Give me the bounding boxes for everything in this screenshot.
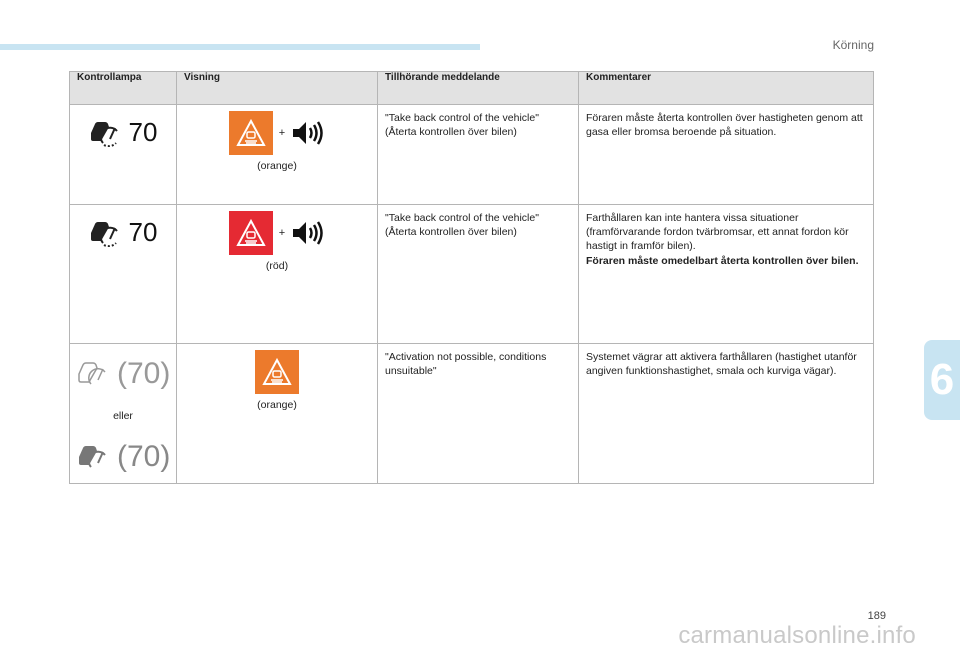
speed-value: (70)	[117, 439, 171, 473]
orange-warning-display	[255, 350, 299, 394]
road-car-warning-icon	[235, 117, 267, 149]
column-header-kontrollampa: Kontrollampa	[70, 72, 177, 105]
comment-cell	[579, 205, 874, 344]
comment-text: Farthållaren kan inte hantera vissa situationer (framförvarande fordon tvärbromsar, ett annat fordon kör hastigt in framför bilen).	[586, 212, 849, 253]
message-cell: "Take back control of the vehicle" (Återta kontrollen över bilen)	[378, 205, 579, 344]
warning-lamp-table	[69, 71, 874, 484]
comment-cell: Systemet vägrar att aktivera farthållaren (hastighet utanför angiven funktionshastighet, smala och kurviga vägar).	[579, 344, 874, 484]
speed-value: 70	[128, 117, 158, 147]
table-row	[70, 105, 874, 205]
sound-signal-icon	[291, 119, 325, 147]
speed-value: (70)	[117, 357, 171, 390]
display-color-caption: (röd)	[265, 260, 289, 272]
road-car-warning-icon	[235, 217, 267, 249]
column-header-meddelande: Tillhörande meddelande	[378, 72, 579, 105]
table-header-row	[70, 72, 874, 105]
visning-cell	[177, 105, 378, 205]
plus-sign: +	[278, 226, 286, 239]
red-warning-display	[229, 211, 273, 255]
table-row	[70, 344, 874, 484]
lamp-cell	[70, 205, 177, 344]
cruise-control-lamp	[89, 115, 158, 150]
header-accent-bar	[0, 44, 480, 50]
car-speedometer-icon	[89, 119, 119, 147]
visning-cell	[177, 344, 378, 484]
visning-cell	[177, 205, 378, 344]
table-row	[70, 205, 874, 344]
chapter-tab: 6	[924, 340, 960, 420]
cruise-control-lamp-outline	[77, 354, 170, 395]
column-header-visning: Visning	[177, 72, 378, 105]
cruise-control-lamp	[89, 215, 158, 250]
cruise-control-lamp-alt	[77, 437, 170, 478]
lamp-cell	[70, 105, 177, 205]
message-cell: "Take back control of the vehicle" (Återta kontrollen över bilen)	[378, 105, 579, 205]
message-cell: "Activation not possible, conditions unsuitable"	[378, 344, 579, 484]
column-header-kommentarer: Kommentarer	[579, 72, 874, 105]
lamp-cell	[70, 344, 177, 484]
car-speedometer-icon	[89, 219, 119, 247]
or-label: eller	[113, 409, 133, 422]
car-speedometer-outline-icon	[77, 360, 107, 388]
display-color-caption: (orange)	[257, 399, 297, 411]
display-color-caption: (orange)	[257, 160, 297, 172]
orange-warning-display	[229, 111, 273, 155]
road-car-warning-icon	[261, 356, 293, 388]
plus-sign: +	[278, 126, 286, 139]
sound-signal-icon	[291, 219, 325, 247]
section-title: Körning	[832, 38, 874, 52]
car-speedometer-icon	[77, 443, 107, 471]
watermark: carmanualsonline.info	[678, 622, 916, 649]
comment-warning-text: Föraren måste omedelbart återta kontrollen över bilen.	[586, 254, 859, 267]
comment-cell: Föraren måste återta kontrollen över hastigheten genom att gasa eller bromsa beroende på situation.	[579, 105, 874, 205]
speed-value: 70	[128, 217, 158, 247]
page-number: 189	[867, 610, 886, 622]
